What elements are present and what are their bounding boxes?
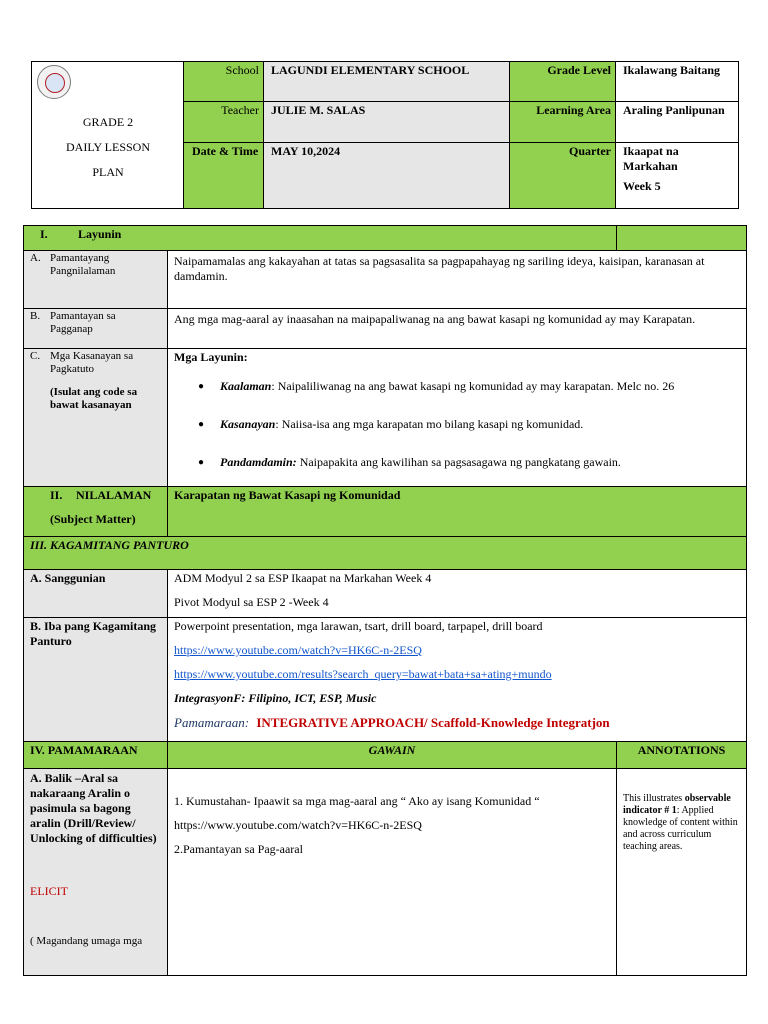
pamantayang-pangnilalaman-text: Naipamamalas ang kakayahan at tatas sa pagsasalita sa pagpapahayag ng sariling ideya, kaisipan, karanasan at damdamin. (168, 251, 747, 309)
bullet-icon: ● (198, 381, 205, 392)
grade-level-value: Ikalawang Baitang (616, 62, 739, 102)
week-value: Week 5 (623, 178, 661, 193)
learning-area-label: Learning Area (510, 102, 616, 142)
date-time-label: Date & Time (184, 142, 264, 208)
sanggunian-content: ADM Modyul 2 sa ESP Ikaapat na Markahan Week 4 Pivot Modyul sa ESP 2 -Week 4 (168, 570, 747, 618)
objective-pandamdamin: ● Pandamdamin: Naipapakita ang kawilihan sa pagsasagawa ng pangkatang gawain. (198, 455, 621, 469)
quarter-value: Ikaapat na Markahan Week 5 (616, 142, 739, 208)
approach-text: INTEGRATIVE APPROACH/ Scaffold-Knowledge Integratjon (256, 715, 610, 730)
header-title-cell (32, 62, 184, 209)
integrasyon-text: IntegrasyonF: Filipino, ICT, ESP, Music (174, 691, 377, 705)
bullet-icon: ● (198, 457, 205, 468)
objective-kaalaman: ● Kaalaman: Naipaliliwanag na ang bawat kasapi ng komunidad ay may karapatan. Melc no. 26 (198, 379, 675, 393)
school-label: School (184, 62, 264, 102)
elicit-label: ELICIT (30, 884, 68, 898)
section-kagamitan-header: III. KAGAMITANG PANTURO (24, 537, 747, 570)
pamantayan-sa-pagganap-label: B. Pamantayan sa Pagganap (24, 309, 168, 349)
teacher-value: JULIE M. SALAS (264, 102, 510, 142)
pamantayan-sa-pagganap-text: Ang mga mag-aaral ay inaasahan na maipapaliwanag na ang bawat kasapi ng komunidad ay may Karapatan. (168, 309, 747, 349)
teacher-label: Teacher (184, 102, 264, 142)
school-value: LAGUNDI ELEMENTARY SCHOOL (264, 62, 510, 102)
pamantayang-pangnilalaman-label: A. Pamantayang Pangnilalaman (24, 251, 168, 309)
learning-area-value: Araling Panlipunan (616, 102, 739, 142)
iba-pang-kagamitan-content: Powerpoint presentation, mga larawan, tsart, drill board, tarpapel, drill board https://www.youtube.com/watch?v=HK6C-n-2ESQ https://www.youtube.com/results?search_query=bawat+bata+sa+ating+mundo IntegrasyonF: Filipino, ICT, ESP, Music Pamamaraan: INTEGRATIVE APPROACH/ Scaffold-Knowledge Integratjon (168, 618, 747, 742)
iba-pang-kagamitan-label: B. Iba pang Kagamitang Panturo (24, 618, 168, 742)
kasanayan-label: C. Mga Kasanayan sa Pagkatuto (Isulat ang code sa bawat kasanayan (24, 349, 168, 487)
bullet-icon: ● (198, 419, 205, 430)
date-time-value: MAY 10,2024 (264, 142, 510, 208)
deped-seal-icon (37, 65, 71, 99)
youtube-link-1[interactable]: https://www.youtube.com/watch?v=HK6C-n-2ESQ (174, 643, 422, 657)
balik-aral-label: A. Balik –Aral sa nakaraang Aralin o pasimula sa bagong aralin (Drill/Review/ Unlocking of difficulties) ELICIT ( Magandang umaga mga (24, 769, 168, 976)
youtube-link-2[interactable]: https://www.youtube.com/results?search_query=bawat+bata+sa+ating+mundo (174, 667, 552, 681)
quarter-label: Quarter (510, 142, 616, 208)
gawain-header: GAWAIN (168, 742, 617, 769)
sanggunian-label: A. Sanggunian (24, 570, 168, 618)
objective-kasanayan: ● Kasanayan: Naiisa-isa ang mga karapatan mo bilang kasapi ng komunidad. (198, 417, 584, 431)
kasanayan-content: Mga Layunin: ● Kaalaman: Naipaliliwanag na ang bawat kasapi ng komunidad ay may karapatan. Melc no. 26 ● Kasanayan: Naiisa-isa ang mga karapatan mo bilang kasapi ng komunidad. ● Pandamdamin: Naipapakita ang kawilihan sa pagsasagawa ng pangkatang gawain. (168, 349, 747, 487)
section-nilalaman-header: II. NILALAMAN (Subject Matter) (24, 487, 168, 537)
nilalaman-topic: Karapatan ng Bawat Kasapi ng Komunidad (168, 487, 747, 537)
grade-level-label: Grade Level (510, 62, 616, 102)
lesson-table (23, 225, 747, 976)
balik-aral-annotation: This illustrates observable indicator # 1: Applied knowledge of content within and across curriculum teaching areas. (617, 769, 747, 976)
section-layunin-header: I. Layunin (24, 226, 617, 251)
balik-aral-content: 1. Kumustahan- Ipaawit sa mga mag-aaral ang “ Ako ay isang Komunidad “ https://www.youtube.com/watch?v=HK6C-n-2ESQ 2.Pamantayan sa Pag-aaral (168, 769, 617, 976)
section-pamamaraan-header: IV. PAMAMARAAN (24, 742, 168, 769)
header-table (31, 61, 739, 209)
lesson-plan-title: GRADE 2 DAILY LESSON PLAN (65, 115, 151, 179)
annotations-header: ANNOTATIONS (617, 742, 747, 769)
